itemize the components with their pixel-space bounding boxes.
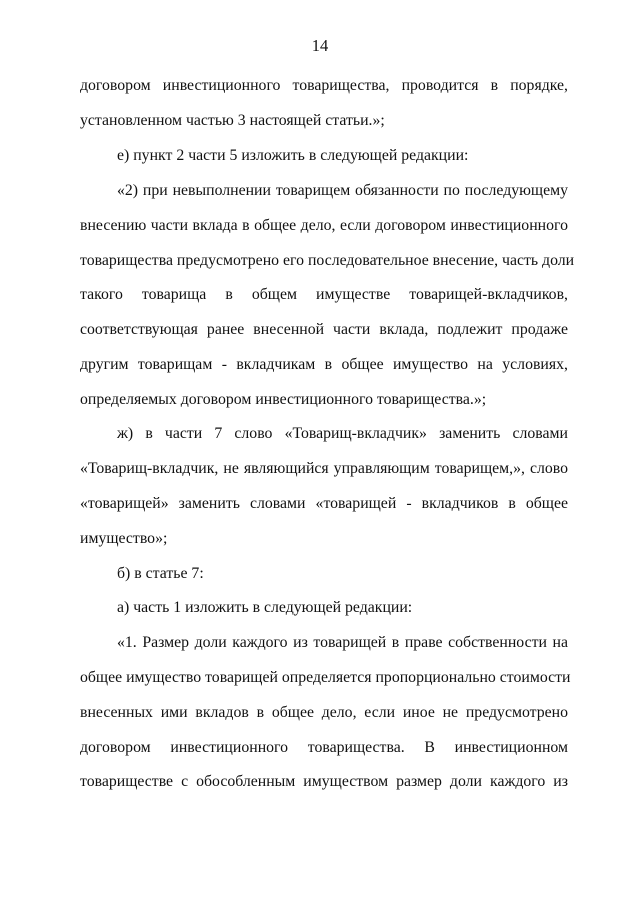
- text-line: «товарищей» заменить словами «товарищей - вкладчиков в общее: [80, 495, 568, 512]
- text-line: «Товарищ-вкладчик, не являющийся управляющим товарищем,», слово: [80, 460, 568, 477]
- text-line: определяемых договором инвестиционного товарищества.»;: [80, 391, 487, 408]
- text-line: товарищества предусмотрено его последовательное внесение, часть доли: [80, 252, 575, 269]
- text-line: соответствующая ранее внесенной части вклада, подлежит продаже: [80, 321, 568, 338]
- text-line: «2) при невыполнении товарищем обязанности по последующему: [117, 182, 568, 199]
- page-number: 14: [311, 36, 329, 55]
- text-line: общее имущество товарищей определяется пропорционально стоимости: [80, 669, 571, 686]
- text-line: такого товарища в общем имуществе товарищей-вкладчиков,: [80, 286, 568, 303]
- text-line: ж) в части 7 слово «Товарищ-вкладчик» заменить словами: [117, 425, 568, 442]
- text-line: товариществе с обособленным имуществом размер доли каждого из: [80, 773, 568, 790]
- text-line: б) в статье 7:: [117, 565, 204, 582]
- text-line: имущество»;: [80, 530, 168, 547]
- text-line: другим товарищам - вкладчикам в общее имущество на условиях,: [80, 356, 568, 373]
- text-line: установленном частью 3 настоящей статьи.»;: [80, 112, 385, 129]
- text-line: е) пункт 2 части 5 изложить в следующей редакции:: [117, 147, 469, 164]
- text-line: договором инвестиционного товарищества, проводится в порядке,: [80, 77, 568, 94]
- text-line: договором инвестиционного товарищества. В инвестиционном: [80, 739, 568, 756]
- text-line: «1. Размер доли каждого из товарищей в праве собственности на: [117, 634, 568, 651]
- text-line: внесению части вклада в общее дело, если договором инвестиционного: [80, 217, 568, 234]
- text-line: внесенных ими вкладов в общее дело, если иное не предусмотрено: [80, 704, 568, 721]
- text-line: а) часть 1 изложить в следующей редакции:: [117, 599, 413, 616]
